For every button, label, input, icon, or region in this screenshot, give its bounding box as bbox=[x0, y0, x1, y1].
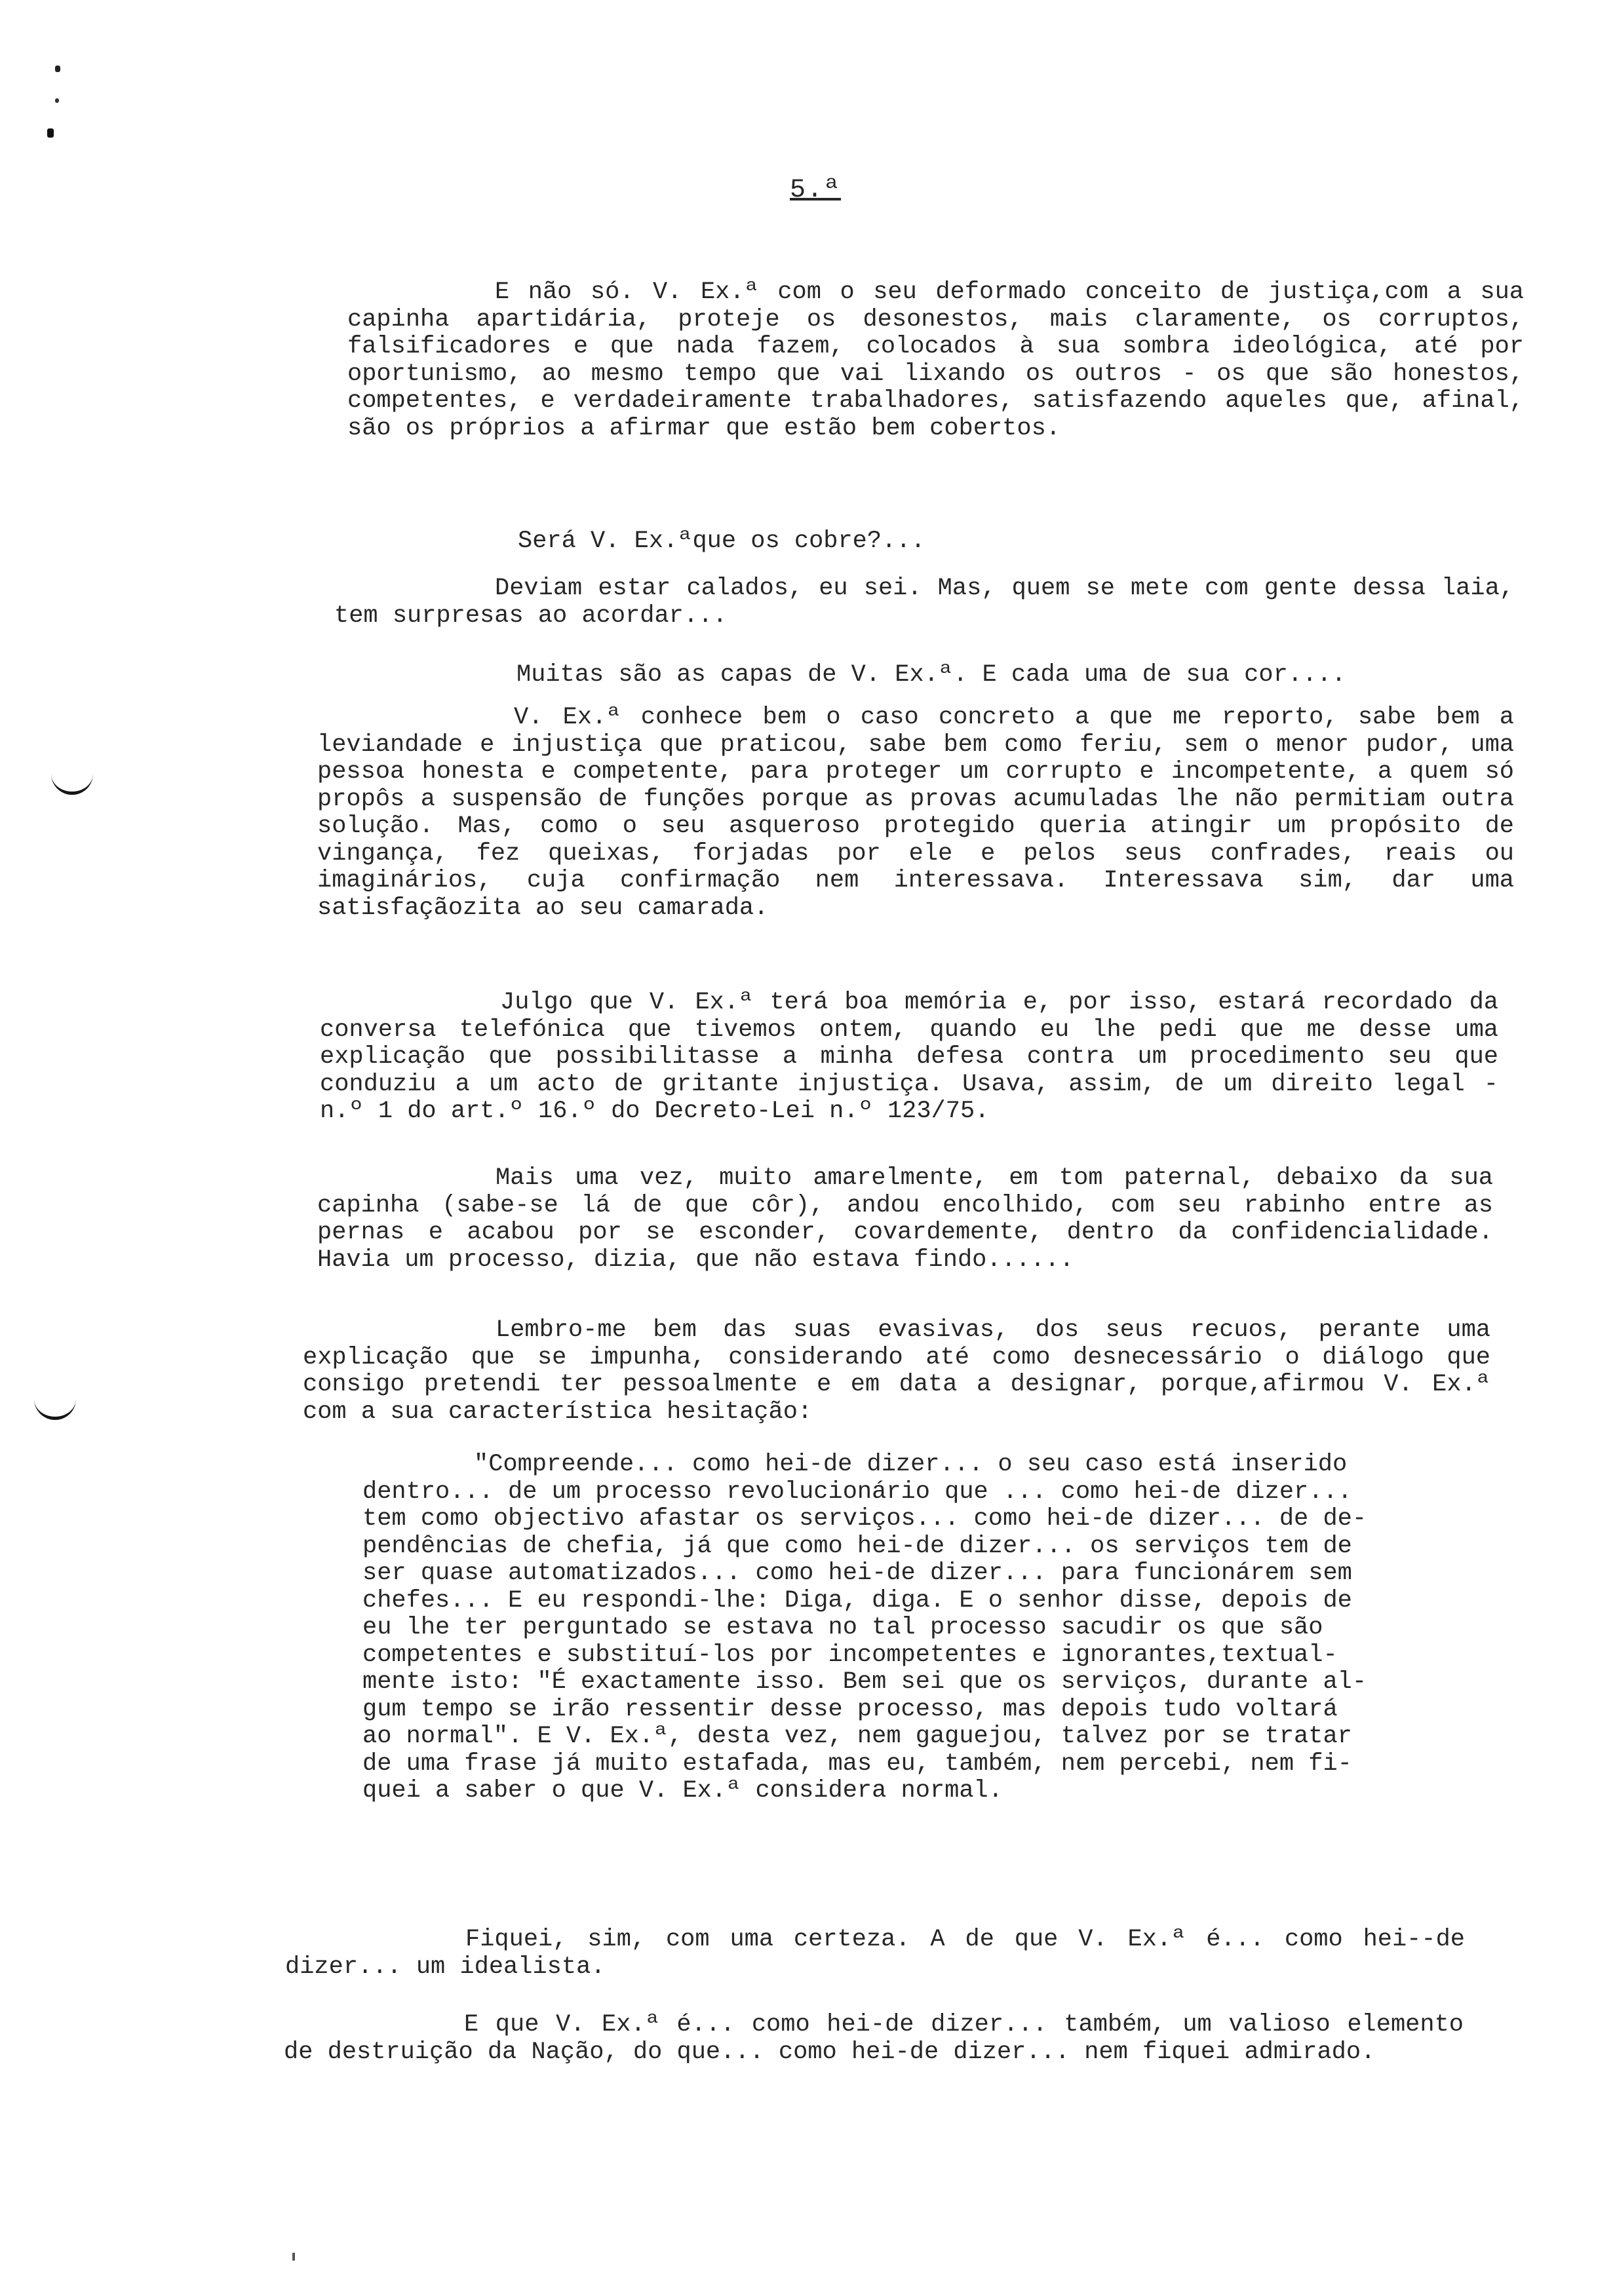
page-number: 5.ª bbox=[790, 176, 842, 205]
margin-mark bbox=[55, 98, 59, 103]
paragraph: Será V. Ex.ªque os cobre?... bbox=[518, 527, 925, 555]
quote-line: pendências de chefia, já que como hei-de dizer... os serviços tem de bbox=[362, 1532, 1352, 1560]
quote-line: quei a saber o que V. Ex.ª considera normal. bbox=[362, 1777, 1003, 1805]
paragraph: E que V. Ex.ª é... como hei-de dizer... também, um valioso elemento de destruição da Nação, do que... como hei-de dizer... nem fiquei admirado. bbox=[284, 2011, 1464, 2066]
paragraph: V. Ex.ª conhece bem o caso concreto a que me reporto, sabe bem a leviandade e injustiça que praticou, sabe bem como feriu, sem o menor pudor, uma pessoa honesta e competente, para proteger um corrupto e incompetente, a quem só propôs a suspensão de funções porque as provas acumuladas lhe não permitiam outra solução. Mas, como o seu asqueroso protegido queria atingir um propósito de vingança, fez queixas, forjadas por ele e pelos seus confrades, reais ou imaginários, cuja confirmação nem interessava. Interessava sim, dar uma satisfaçãozita ao seu camarada. bbox=[317, 704, 1514, 922]
quote-line: tem como objectivo afastar os serviços... como hei-de dizer... de de- bbox=[362, 1505, 1367, 1533]
quote-line: mente isto: "É exactamente isso. Bem sei que os serviços, durante al- bbox=[362, 1668, 1367, 1696]
punch-hole-mark bbox=[51, 772, 93, 795]
quoted-dialogue bbox=[362, 1451, 1367, 1805]
paragraph: Julgo que V. Ex.ª terá boa memória e, por isso, estará recordado da conversa telefónica que tivemos ontem, quando eu lhe pedi que me desse uma explicação que possibilitasse a minha defesa contra um procedimento seu que conduziu a um acto de gritante injustiça. Usava, assim, de um direito legal - n.º 1 do art.º 16.º do Decreto-Lei n.º 123/75. bbox=[320, 989, 1498, 1125]
quote-line: competentes e substituí-los por incompetentes e ignorantes,textual- bbox=[362, 1641, 1338, 1669]
paragraph: Deviam estar calados, eu sei. Mas, quem se mete com gente dessa laia, tem surpresas ao acordar... bbox=[334, 575, 1514, 630]
quote-line: ao normal". E V. Ex.ª, desta vez, nem gaguejou, talvez por se tratar bbox=[362, 1723, 1352, 1750]
quote-line: ser quase automatizados... como hei-de dizer... para funcionárem sem bbox=[362, 1559, 1352, 1587]
paragraph: Mais uma vez, muito amarelmente, em tom paternal, debaixo da sua capinha (sabe-se lá de que côr), andou encolhido, com seu rabinho entre as pernas e acabou por se esconder, covardemente, dentro da confidencialidade. Havia um processo, dizia, que não estava findo...... bbox=[317, 1164, 1493, 1274]
margin-mark bbox=[55, 66, 60, 72]
punch-hole-mark bbox=[34, 1397, 76, 1420]
quote-line: gum tempo se irão ressentir desse processo, mas depois tudo voltará bbox=[362, 1695, 1338, 1723]
quote-line: de uma frase já muito estafada, mas eu, também, nem percebi, nem fi- bbox=[362, 1750, 1352, 1778]
quote-line: dentro... de um processo revolucionário que ... como hei-de dizer... bbox=[362, 1478, 1352, 1506]
quote-line: "Compreende... como hei-de dizer... o seu caso está inserido bbox=[474, 1451, 1348, 1478]
paragraph: E não só. V. Ex.ª com o seu deformado conceito de justiça,com a sua capinha apartidária, proteje os desonestos, mais claramente, os corruptos, falsificadores e que nada fazem, colocados à sua sombra ideológica, até por oportunismo, ao mesmo tempo que vai lixando os outros - os que são honestos, competentes, e verdadeiramente trabalhadores, satisfazendo aqueles que, afinal, são os próprios a afirmar que estão bem cobertos. bbox=[347, 278, 1524, 442]
quote-line: chefes... E eu respondi-lhe: Diga, diga. E o senhor disse, depois de bbox=[362, 1586, 1352, 1615]
paragraph: Muitas são as capas de V. Ex.ª. E cada uma de sua cor.... bbox=[516, 661, 1346, 689]
margin-mark bbox=[47, 128, 54, 138]
paragraph: Lembro-me bem das suas evasivas, dos seus recuos, perante uma explicação que se impunha, considerando até como desnecessário o diálogo que consigo pretendi ter pessoalmente e em data a designar, porque,afirmou V. Ex.ª com a sua característica hesitação: bbox=[303, 1316, 1490, 1426]
quote-line: eu lhe ter perguntado se estava no tal processo sacudir os que são bbox=[362, 1614, 1323, 1641]
margin-mark bbox=[292, 2253, 295, 2261]
paragraph: Fiquei, sim, com uma certeza. A de que V. Ex.ª é... como hei--de dizer... um idealista. bbox=[285, 1926, 1465, 1981]
